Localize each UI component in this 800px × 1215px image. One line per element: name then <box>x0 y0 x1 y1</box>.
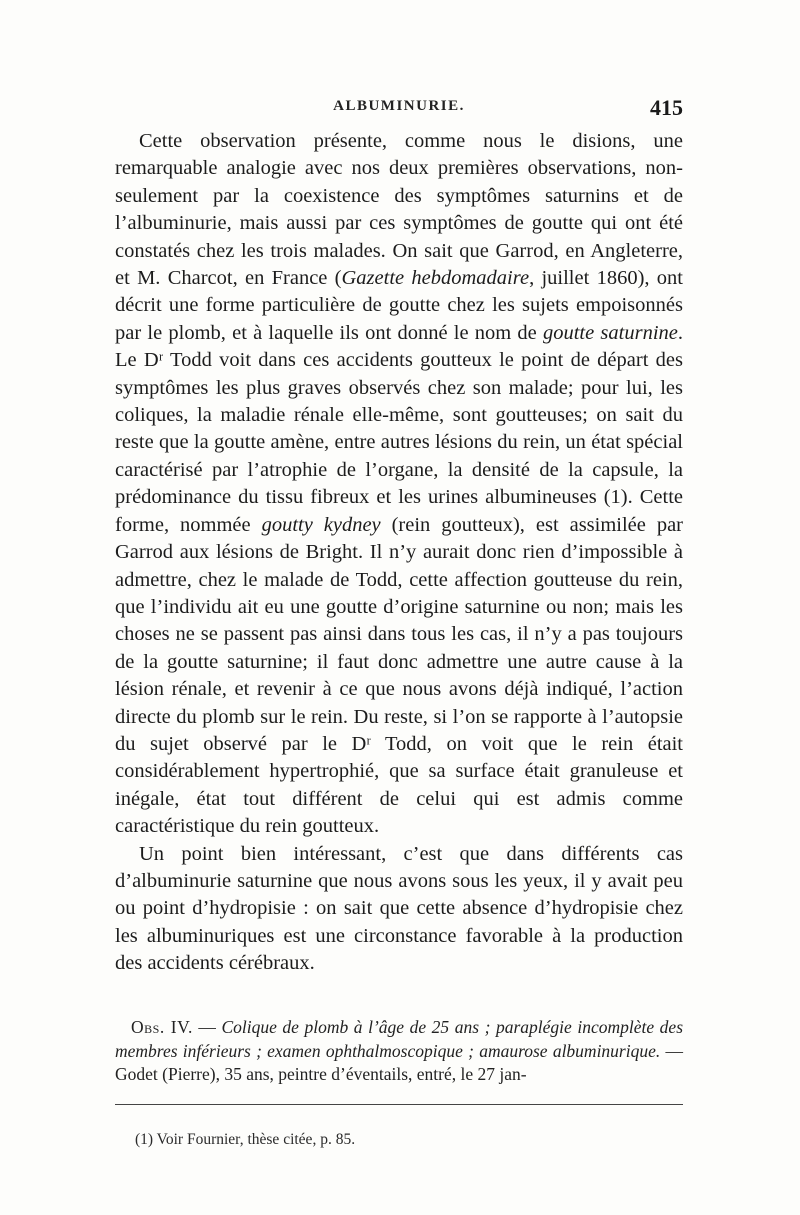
italic-run: Gazette hebdomadaire <box>341 267 530 290</box>
text-run: Cette observation présente, comme nous le disions, une remarquable analogie avec nos deux premières observations, non-seulement par la coexistence des symptômes saturnins et de l’albuminurie, mais aussi par ces symptômes de goutte qui ont été constatés chez les trois malades. On sait que Garrod, en Angleterre, et M. Charcot, en France ( <box>115 130 683 290</box>
body-text <box>115 128 683 978</box>
observation-label: Obs. IV. <box>131 1017 193 1037</box>
text-run: Un point bien intéressant, c’est que dans différents cas d’albuminurie saturnine que nous avons sous les yeux, il y avait peu ou point d’hydropisie : on sait que cette absence d’hydropisie chez les albuminuriques est une circonstance favorable à la production des accidents cérébraux. <box>115 842 683 975</box>
page-header <box>115 95 683 122</box>
running-title: ALBUMINURIE. <box>333 98 465 114</box>
italic-run: goutte saturnine <box>542 321 678 344</box>
observation-dash: — <box>192 1017 222 1037</box>
text-run: . Le Dʳ Todd voit dans ces accidents goutteux le point de départ des symptômes les plus graves observés chez son malade; pour lui, les coliques, la maladie rénale elle-même, sont goutteuses; on sait du reste que la goutte amène, entre autres lésions du rein, un état spécial caractérisé par l’atrophie de l’organe, la densité de la capsule, la prédominance du tissu fibreux et les urines albumineuses (1). Cette forme, nommée <box>115 321 684 536</box>
footnote-rule <box>115 1104 683 1105</box>
text-run: (rein goutteux), est assimilée par Garrod aux lésions de Bright. Il n’y aurait donc rien d’impossible à admettre, chez le malade de Todd, cette affection goutteuse du rein, que l’individu ait eu une goutte d’origine saturnine ou non; mais les choses ne se passent pas ainsi dans tous les cas, il n’y a pas toujours de la goutte saturnine; il faut donc admettre une autre cause à la lésion rénale, et revenir à ce que nous avons déjà indiqué, l’action directe du plomb sur le rein. Du reste, si l’on se rapporte à l’autopsie du sujet observé par le Dʳ Todd, on voit que le rein était considérablement hypertrophié, que sa surface était granuleuse et inégale, état tout différent de celui qui est admis comme caractéristique du rein goutteux. <box>115 513 684 838</box>
observation-text: — Godet (Pierre), 35 ans, peintre d’éventails, entré, le 27 jan- <box>115 1040 683 1084</box>
italic-run: goutty kydney <box>261 513 381 536</box>
paragraph <box>115 128 683 841</box>
footnote: (1) Voir Fournier, thèse citée, p. 85. <box>135 1131 356 1148</box>
observation-heading <box>115 1016 683 1087</box>
observation-title: Colique de plomb à l’âge de 25 ans ; paraplégie incomplète des membres inférieurs ; examen ophthalmoscopique ; amaurose albuminurique. <box>115 1017 684 1061</box>
text-run: , juillet 1860), ont décrit une forme particulière de goutte chez les sujets empoisonnés par le plomb, et à laquelle ils ont donné le nom de <box>115 267 683 344</box>
paragraph <box>115 841 683 978</box>
page-number: 415 <box>650 95 683 120</box>
